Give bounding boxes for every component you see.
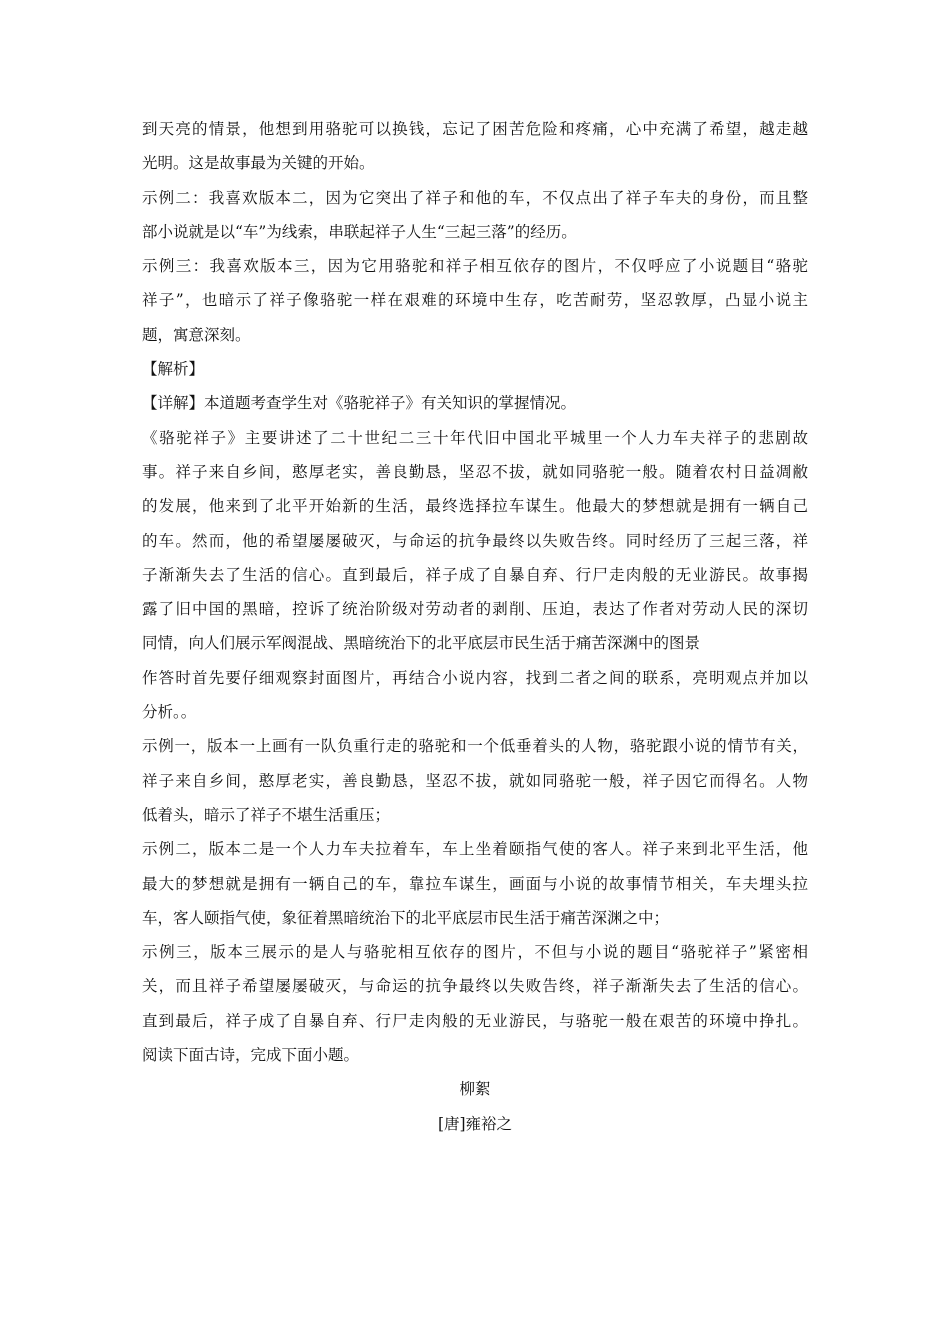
text-line-6: 祥子”，也暗示了祥子像骆驼一样在艰难的环境中生存，吃苦耐劳，坚忍敦厚，凸显小说主 — [142, 291, 808, 310]
document-page — [142, 112, 808, 1141]
text-line-1: 到天亮的情景，他想到用骆驼可以换钱，忘记了困苦危险和疼痛，心中充满了希望，越走越 — [142, 120, 808, 138]
section-heading-analysis: 【解析】 — [142, 360, 205, 379]
text-line-2: 光明。这是故事最为关键的开始。 — [142, 154, 375, 173]
text-line-7: 题，寓意深刻。 — [142, 325, 251, 344]
text-line-28: 阅读下面古诗，完成下面小题。 — [142, 1046, 360, 1065]
text-line-23: 最大的梦想就是拥有一辆自己的车，靠拉车谋生，画面与小说的故事情节相关，车夫埋头拉 — [142, 874, 808, 893]
text-line-4: 部小说就是以“车”为线索，串联起祥子人生“三起三落”的经历。 — [142, 222, 577, 241]
text-line-10: 《骆驼祥子》主要讲述了二十世纪二三十年代旧中国北平城里一个人力车夫祥子的悲剧故 — [142, 428, 808, 447]
text-line-14: 子渐渐失去了生活的信心。直到最后，祥子成了自暴自弃、行尸走肉般的无业游民。故事揭 — [142, 565, 808, 584]
text-line-25: 示例三，版本三展示的是人与骆驼相互依存的图片，不但与小说的题目“骆驼祥子”紧密相 — [142, 943, 808, 962]
text-line-5: 示例三：我喜欢版本三，因为它用骆驼和祥子相互依存的图片，不仅呼应了小说题目“骆驼 — [142, 257, 808, 276]
text-line-11: 事。祥子来自乡间，憨厚老实，善良勤恳，坚忍不拔，就如同骆驼一般。随着农村日益凋敝 — [142, 462, 808, 481]
poem-title: 柳絮 — [459, 1080, 491, 1099]
text-line-24: 车，客人颐指气使，象征着黑暗统治下的北平底层市民生活于痛苦深渊之中； — [142, 908, 670, 927]
text-line-12: 的发展，他来到了北平开始新的生活，最终选择拉车谋生。他最大的梦想就是拥有一辆自己 — [142, 497, 808, 516]
text-line-9: 【详解】本道题考查学生对《骆驼祥子》有关知识的掌握情况。 — [142, 394, 577, 413]
text-line-22: 示例二，版本二是一个人力车夫拉着车，车上坐着颐指气使的客人。祥子来到北平生活，他 — [142, 840, 808, 859]
text-line-15: 露了旧中国的黑暗，控诉了统治阶级对劳动者的剥削、压迫，表达了作者对劳动人民的深切 — [142, 600, 808, 619]
text-line-20: 祥子来自乡间，憨厚老实，善良勤恳，坚忍不拔，就如同骆驼一般，祥子因它而得名。人物 — [142, 771, 808, 790]
poem-author: [唐]雍裕之 — [437, 1114, 513, 1133]
text-line-3: 示例二：我喜欢版本二，因为它突出了祥子和他的车，不仅点出了祥子车夫的身份，而且整 — [142, 188, 808, 207]
text-line-17: 作答时首先要仔细观察封面图片，再结合小说内容，找到二者之间的联系，亮明观点并加以 — [142, 668, 808, 687]
text-line-27: 直到最后，祥子成了自暴自弃、行尸走肉般的无业游民，与骆驼一般在艰苦的环境中挣扎。 — [142, 1011, 808, 1030]
text-line-19: 示例一，版本一上画有一队负重行走的骆驼和一个低垂着头的人物，骆驼跟小说的情节有关， — [142, 737, 808, 756]
text-line-26: 关，而且祥子希望屡屡破灭，与命运的抗争最终以失败告终，祥子渐渐失去了生活的信心。 — [142, 977, 808, 996]
text-line-13: 的车。然而，他的希望屡屡破灭，与命运的抗争最终以失败告终。同时经历了三起三落，祥 — [142, 531, 808, 550]
text-line-21: 低着头，暗示了祥子不堪生活重压； — [142, 805, 391, 824]
text-line-18: 分析。。 — [142, 703, 197, 722]
text-line-16: 同情，向人们展示军阀混战、黑暗统治下的北平底层市民生活于痛苦深渊中的图景 — [142, 634, 701, 653]
